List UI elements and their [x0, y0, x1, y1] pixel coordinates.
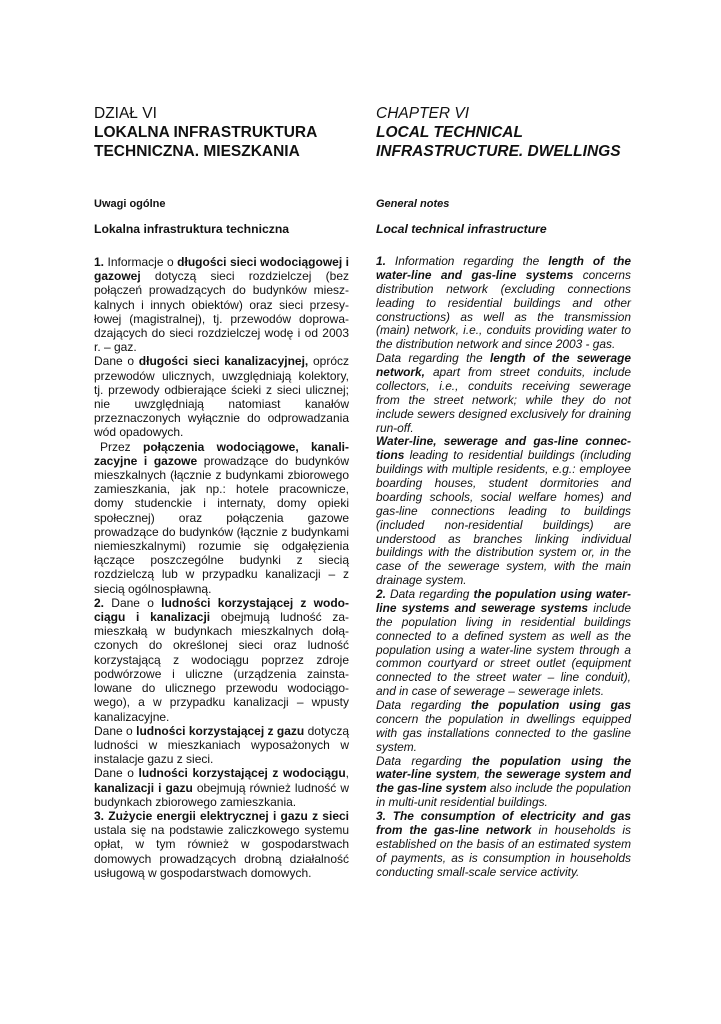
text: include the population living in residential buildings connected to a defined system as well as the population using a water-line system through a common courtyard or street outlet (equipment connected to the street water – line conduit), and in case of sewerage – sewerage inlets.: [376, 600, 631, 699]
paragraph-3: [376, 435, 631, 588]
paragraph-3: [94, 440, 349, 596]
section-heading: Lokalna infrastruktura techniczna: [94, 222, 290, 236]
text: apart from street conduits, include collectors, i.e., conduits receiving sewerage from the street network; while they do not include sewers designed exclusively for draining run-off.: [376, 365, 631, 435]
bold-term: the sewerage system and the gas-line system: [376, 767, 632, 796]
text: leading to residential buildings (including buildings with multiple residents, e.g.: employee boarding houses, student dormitories and boarding schools, social welfare homes) and gas-line connections leading to buildings (included non-residential buildings) are understood as branches linking individual buildings with the distribution system or, in the case of the sewerage system, with the main drainage system.: [376, 448, 631, 588]
text: obejmują również ludność w budynkach zbiorowego zamieszkania.: [94, 780, 349, 809]
bold-term: ludności korzystającej z wodociągu i kanalizacji: [94, 595, 349, 625]
chapter-number: CHAPTER VI: [376, 105, 470, 122]
paragraph-7: [376, 810, 631, 879]
chapter-title-line-2: INFRASTRUCTURE. DWELLINGS: [376, 143, 621, 160]
text: prowadzące do budynków mieszkalnych (łącznie z budynkami zbiorowego zamieszkania, jak np.: hotele pracownicze, domy studenckie i internaty, domy opieki społecznej) oraz połączenia gazowe prowadzące do budynków (łącznie z budynkami niemieszkalnymi) rozumie się odgałęzienia łączące poszczególne budynki z siecią rozdzielczą lub w przypadku kanalizacji – z siecią ogólnospławną.: [94, 453, 349, 596]
bold-term: length of the sewerage network,: [376, 351, 632, 379]
body-text: [94, 255, 349, 880]
chapter-title-line-1: LOKALNA INFRASTRUKTURA: [94, 124, 318, 141]
paragraph-5: [376, 699, 631, 755]
text: Data regarding: [376, 753, 472, 768]
text: ,: [345, 766, 350, 781]
chapter-title-line-2: TECHNICZNA. MIESZKANIA: [94, 143, 300, 160]
text: dotyczą ludności w mieszkaniach wyposażonych w instalacje gazu z sieci.: [94, 723, 349, 767]
paragraph-number: 3.: [376, 809, 386, 823]
paragraph-2: [376, 352, 631, 435]
text: Informacje o: [104, 255, 178, 269]
chapter-title-line-1: LOCAL TECHNICAL: [376, 124, 523, 141]
section-heading: Local technical infrastructure: [376, 222, 547, 236]
bold-term: the population using the water-line system: [376, 753, 631, 782]
text: ustala się na podstawie zaliczkowego systemu opłat, w tym również w gospodarstwach domowych prowadzących drobną działalność usługową w gospodarstwach domowych.: [94, 823, 349, 880]
bold-term: długości sieci kanalizacyjnej,: [138, 354, 309, 369]
text: Data regarding: [376, 698, 471, 712]
paragraph-4: [94, 596, 349, 724]
polish-column: [94, 104, 349, 880]
text: ,: [476, 767, 485, 782]
bold-term: ludności korzystającej z gazu: [136, 723, 305, 738]
text: concern the population in dwellings equipped with gas installations connected to the gasline system.: [376, 711, 631, 754]
paragraph-4: [376, 588, 631, 699]
text: Data regarding the: [376, 351, 490, 366]
text: obejmują ludność zamieszkałą w budynkach mieszkalnych dołączonych do określonej sieci oraz ludność korzystającą z wodociągu poprzez zdroje podwórzowe i uliczne (urządzenia zainstalowane do ulicznego przewodu wodociągowego), a w przypadku kanalizacji – wpusty kanalizacyjne.: [94, 610, 349, 724]
paragraph-6: [94, 766, 349, 809]
paragraph-6: [376, 755, 631, 811]
text: Dane o: [94, 354, 139, 369]
text: in households is established on the basis of an estimated system of payments, as is consumption in households conducting small-scale service activity.: [376, 822, 631, 879]
text: dotyczą sieci rozdzielczej (bez połączeń prowadzących do budynków mieszkalnych i innych obiektów) oraz sieci przesyłowej (magistralnej), tj. przewodów doprowadzających do sieci rozdzielczej wodę i od 2003 r. – gaz.: [94, 269, 349, 355]
text: concerns distribution network (excluding connections leading to residential buildings and other constructions) as well as the transmission (main) network, i.e., conduits providing water to the distribution network and since 2003 - gas.: [376, 267, 631, 352]
text: Data regarding: [385, 587, 474, 601]
english-column: [376, 104, 631, 879]
paragraph-2: [94, 354, 349, 439]
bold-term: The consumption of electricity and gas from the gas-line network: [376, 809, 631, 837]
bold-term: długości sieci wodociągowej i gazowej: [94, 255, 349, 284]
paragraph-1: [376, 255, 631, 352]
bold-term: połączenia wodociągowe, kanalizacyjne i gazowe: [94, 439, 349, 468]
text: also include the population in multi-unit residential buildings.: [376, 781, 631, 810]
paragraph-5: [94, 724, 349, 767]
paragraph-number: 1.: [94, 255, 105, 269]
bold-term: the population using gas: [470, 698, 632, 712]
bold-term: Zużycie energii elektrycznej i gazu z sieci: [104, 808, 349, 823]
paragraph-number: 2.: [376, 587, 386, 601]
text: Dane o: [104, 595, 162, 610]
text: Information regarding the: [385, 254, 549, 268]
paragraph-number: 1.: [376, 254, 386, 268]
bold-term: ludności korzystającej z wodociągu: [138, 766, 346, 781]
body-text: [376, 255, 631, 879]
bold-term: kanalizacji i gazu: [94, 780, 193, 795]
paragraph-number: 2.: [94, 595, 105, 610]
chapter-number: DZIAŁ VI: [94, 105, 157, 122]
paragraph-number: 3.: [94, 808, 105, 823]
text: Dane o: [94, 766, 139, 781]
bold-term: length of the water-line and gas-line systems: [376, 254, 631, 282]
bold-term: the population using water-line systems and sewerage systems: [376, 587, 632, 615]
bold-term: Water-line, sewerage and gas-line connections: [376, 434, 631, 463]
text: Przez: [100, 439, 143, 454]
paragraph-7: [94, 809, 349, 880]
general-notes-heading: Uwagi ogólne: [94, 198, 166, 210]
general-notes-heading: General notes: [376, 198, 450, 210]
text: Dane o: [94, 723, 137, 738]
paragraph-1: [94, 255, 349, 354]
text: oprócz przewodów ulicznych, uwzględniają kolektory, tj. przewody odbierające ścieki z sieci ulicznej; nie uwzględniają natomiast kanałów przeznaczonych wyłącznie do odprowadzania wód opadowych.: [94, 354, 349, 440]
